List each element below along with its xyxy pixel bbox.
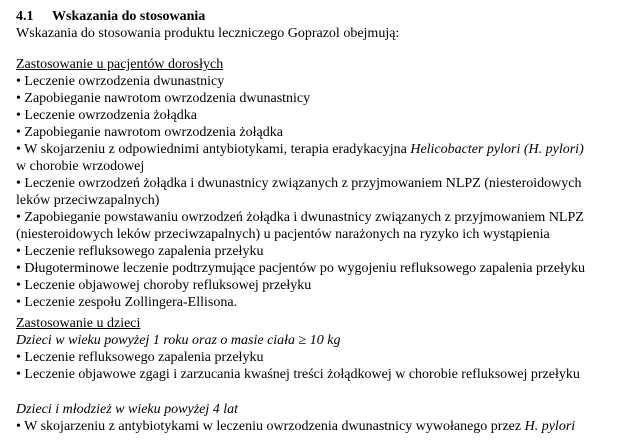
list-item <box>16 141 584 158</box>
list-item: • Leczenie objawowej choroby refluksowej przełyku <box>16 278 312 293</box>
children-group1-heading-text: Dzieci w wieku powyżej 1 roku oraz o masie ciała ≥ 10 kg <box>16 333 341 348</box>
list-item: • Leczenie refluksowego zapalenia przełyku <box>16 350 264 365</box>
list-item: • Leczenie owrzodzenia dwunastnicy <box>16 74 225 89</box>
section-heading <box>16 8 205 25</box>
list-item-continuation: w chorobie wrzodowej <box>16 159 145 174</box>
adults-heading: Zastosowanie u pacjentów dorosłych <box>16 57 224 72</box>
section-intro: Wskazania do stosowania produktu leczniczego Goprazol obejmują: <box>16 26 400 41</box>
hp-short-italic-term: H. pylori <box>524 419 576 434</box>
section-number: 4.1 <box>16 9 34 24</box>
list-item: • Leczenie owrzodzenia żołądka <box>16 108 197 123</box>
list-item: • Zapobieganie nawrotom owrzodzenia żołądka <box>16 125 283 140</box>
list-item-text: • W skojarzeniu z odpowiednimi antybiotykami, terapia eradykacyjna <box>16 142 407 157</box>
list-item-continuation: leków przeciwzapalnych) <box>16 193 160 208</box>
list-item: • Zapobieganie powstawaniu owrzodzeń żołądka i dwunastnicy związanych z przyjmowaniem NLPZ <box>16 210 584 225</box>
list-item: • Leczenie zespołu Zollingera-Ellisona. <box>16 295 238 310</box>
list-item: • Leczenie owrzodzeń żołądka i dwunastnicy związanych z przyjmowaniem NLPZ (niesteroidowych <box>16 176 582 191</box>
list-item: • Leczenie objawowe zgagi i zarzucania kwaśnej treści żołądkowej w chorobie refluksowej przełyku <box>16 367 580 382</box>
section-title: Wskazania do stosowania <box>52 9 206 24</box>
children-group2-heading-text: Dzieci i młodzież w wieku powyżej 4 lat <box>16 402 239 417</box>
list-item-text: • W skojarzeniu z antybiotykami w leczeniu owrzodzenia dwunastnicy wywołanego przez <box>16 419 522 434</box>
list-item-continuation: (niesteroidowych leków przeciwzapalnych) u pacjentów narażonych na ryzyko ich wystąpienia <box>16 227 550 242</box>
hp-italic-term: Helicobacter pylori (H. pylori) <box>410 142 584 157</box>
children-heading: Zastosowanie u dzieci <box>16 316 141 331</box>
list-item: • Długoterminowe leczenie podtrzymujące pacjentów po wygojeniu refluksowego zapalenia przełyku <box>16 261 585 276</box>
list-item: • Leczenie refluksowego zapalenia przełyku <box>16 244 264 259</box>
list-item <box>16 418 575 435</box>
list-item: • Zapobieganie nawrotom owrzodzenia dwunastnicy <box>16 91 311 106</box>
children-group2-heading <box>16 401 238 418</box>
children-group1-heading <box>16 332 340 349</box>
